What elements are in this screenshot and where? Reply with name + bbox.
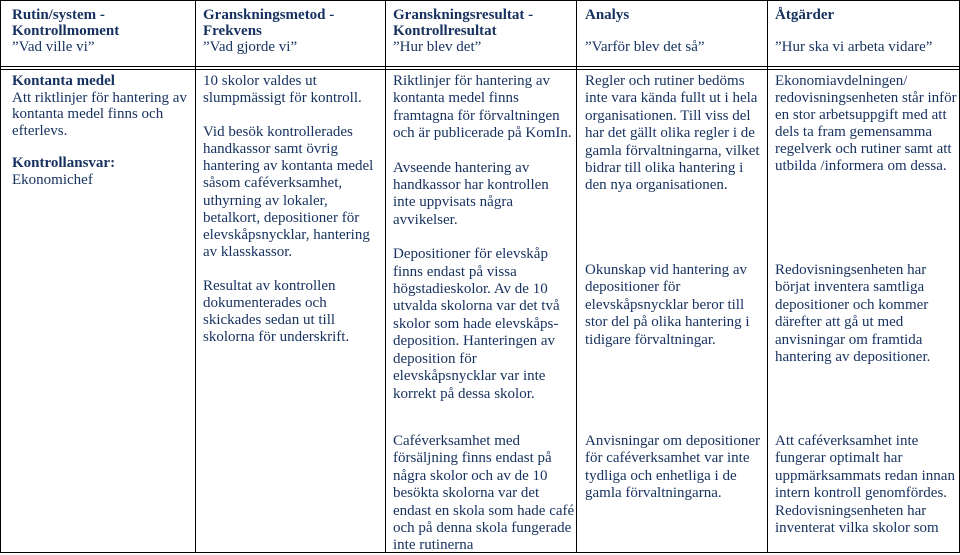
header-granskningsresultat: Granskningsresultat - Kontrollresultat ”Hur blev det” [393, 7, 534, 55]
granskningsresultat-cell [393, 73, 575, 403]
metod-paragraph: 10 skolor valdes ut slumpmässigt för kontroll. [203, 73, 362, 107]
column-divider [767, 0, 768, 553]
kontrollansvar-label: Kontrollansvar: [12, 155, 116, 171]
metod-paragraph: Vid besök kontrollerades handkassor samt övrig hantering av kontanta medel såsom caféverksamhet, uthyrning av lokaler, betalkort, depositioner för elevskåpsnycklar, hantering av klasskassor. [203, 124, 374, 260]
atgarder-deposition-cell [775, 262, 957, 366]
kontrollmoment-heading: Kontanta medel [12, 73, 115, 89]
atgarder-paragraph: Redovisningsenheten har börjat inventera samtliga depositioner och kommer därefter att gå ut med anvisningar om framtida hantering av depositioner. [775, 262, 931, 366]
resultat-paragraph: Riktlinjer för hantering av kontanta medel finns framtagna för förvaltningen och är publicerade på KomIn. [393, 73, 572, 142]
header-divider-double [0, 69, 960, 70]
analys-paragraph: Regler och rutiner bedöms inte vara kända fullt ut i hela organisationen. Till viss del har det gällt olika regler i de gamla förvaltningarna, vilket bidrar till olika hantering i den nya organisationen. [585, 73, 760, 194]
granskningsresultat-cafe-cell [393, 433, 575, 555]
atgarder-cell [775, 73, 957, 176]
analys-cafe-cell [585, 433, 765, 503]
resultat-paragraph: Depositioner för elevskåp finns endast på vissa högstadieskolor. Av de 10 utvalda skolorna var det två skolor som hade elevskåps-deposition. Hanteringen av deposition för elevskåpsnycklar var inte korrekt på dessa skolor. [393, 246, 560, 402]
analys-cell [585, 73, 765, 195]
kontrollmoment-cell [12, 73, 192, 188]
header-kontrollmoment: Rutin/system - Kontrollmoment ”Vad ville vi” [12, 7, 120, 55]
kontrollmoment-text: Att riktlinjer för hantering av kontanta medel finns och efterlevs. [12, 89, 187, 139]
kontrollansvar-value: Ekonomichef [12, 171, 93, 188]
resultat-paragraph: Caféverksamhet med försäljning finns endast på några skolor och av de 10 besökta skolorna var det endast en skola som hade café och på denna skola fungerade inte rutinerna [393, 433, 575, 554]
column-divider [385, 0, 386, 553]
resultat-paragraph: Avseende hantering av handkassor har kontrollen inte uppvisats några avvikelser. [393, 159, 549, 228]
analys-deposition-cell [585, 262, 765, 349]
table-border-top [0, 0, 960, 1]
column-divider [195, 0, 196, 553]
header-atgarder: Åtgärder ”Hur ska vi arbeta vidare” [775, 7, 933, 55]
analys-paragraph: Anvisningar om depositioner för caféverksamhet var inte tydliga och enhetliga i de gamla förvaltningarna. [585, 433, 760, 502]
metod-paragraph: Resultat av kontrollen dokumenterades och skickades sedan ut till skolorna för underskrift. [203, 277, 350, 346]
atgarder-cafe-cell [775, 433, 957, 537]
analys-paragraph: Okunskap vid hantering av depositioner för elevskåpsnycklar beror till stor del på olika hantering i tidigare förvaltningar. [585, 262, 750, 348]
atgarder-paragraph: Ekonomiavdelningen/ redovisningsenheten står inför en stor arbetsuppgift med att dels ta fram gemensamma regelverk och rutiner samt att utbilda /informera om dessa. [775, 73, 957, 175]
column-divider [0, 0, 1, 553]
header-granskningsmetod: Granskningsmetod - Frekvens ”Vad gjorde vi” [203, 7, 335, 55]
column-divider [576, 0, 577, 553]
header-divider [0, 66, 960, 67]
header-analys: Analys ”Varför blev det så” [585, 7, 705, 55]
granskningsmetod-cell [203, 73, 383, 346]
atgarder-paragraph: Att caféverksamhet inte fungerar optimalt har uppmärksammats redan innan intern kontroll genomfördes. Redovisningsenheten har inventerat vilka skolor som [775, 433, 955, 537]
